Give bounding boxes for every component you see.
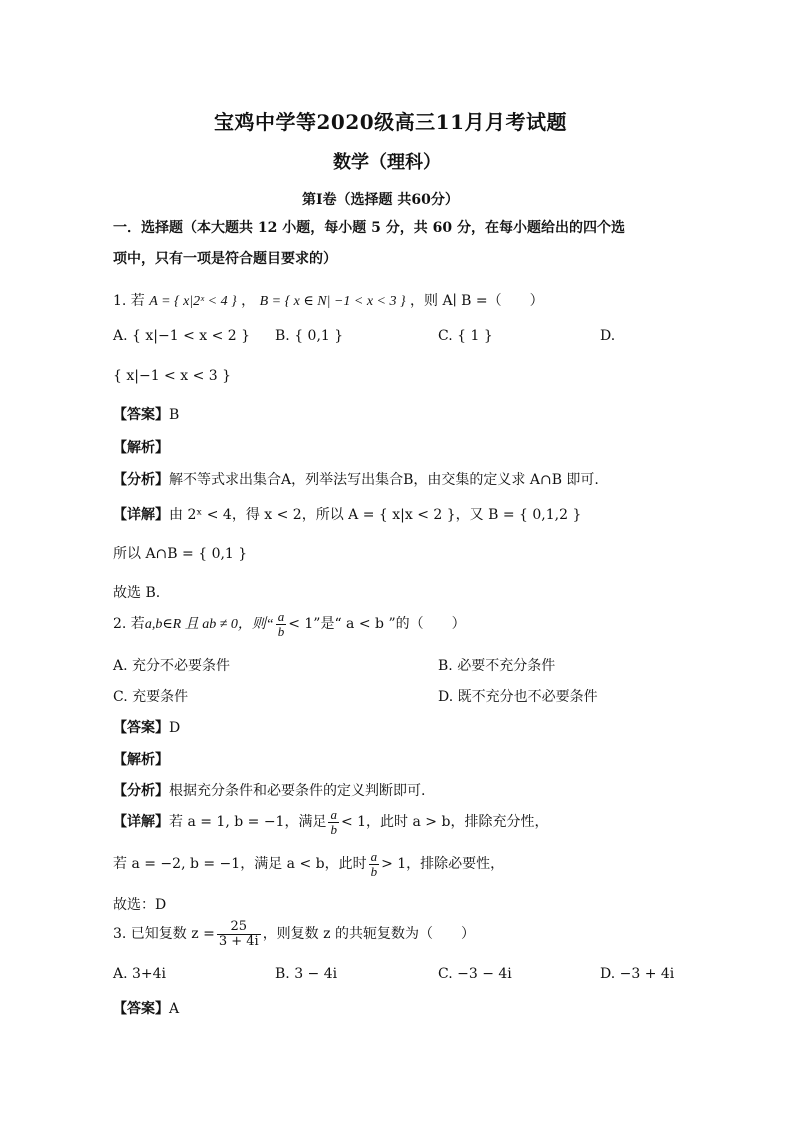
- fenxi-text: 根据充分条件和必要条件的定义判断即可.: [169, 783, 426, 799]
- q1-conclusion: 所以 A∩B = { 0,1 }: [113, 546, 248, 562]
- fenxi-tag: 【分析】: [113, 472, 169, 488]
- fraction-denominator: 3 + 4i: [218, 933, 259, 949]
- question-2-stem: [113, 610, 466, 638]
- fraction-a-over-b: [328, 808, 339, 836]
- question-2-condition: a,b∈R 且 ab ≠ 0，则“: [144, 617, 274, 633]
- question-3-ask: ，则复数 z 的共轭复数为（ ）: [262, 926, 475, 943]
- question-1-ask: ，则 A∣ B =（ ）: [410, 293, 544, 309]
- fenxi-tag: 【分析】: [113, 783, 169, 799]
- q2-option-a: A. 充分不必要条件: [113, 658, 231, 674]
- volume-heading: 第Ⅰ卷（选择题 共60分）: [302, 192, 459, 208]
- fraction-denominator: b: [370, 863, 378, 879]
- answer-value: D: [169, 720, 181, 736]
- section-heading-line1: 一．选择题（本大题共 12 小题，每小题 5 分，共 60 分，在每小题给出的四个选: [113, 220, 625, 236]
- q1-analysis-tag: 【解析】: [113, 440, 169, 456]
- separator: ，: [241, 293, 256, 309]
- question-2-ask: < 1”是“ a < b ”的（ ）: [288, 616, 466, 633]
- detail-text-cont: > 1，排除必要性，: [381, 856, 505, 873]
- fenxi-text: 解不等式求出集合A，列举法写出集合B，由交集的定义求 A∩B 即可.: [169, 472, 599, 488]
- q3-option-d: D. −3 + 4i: [600, 966, 675, 982]
- q2-answer: [113, 717, 180, 737]
- fraction-a-over-b: [276, 610, 287, 638]
- q2-fenxi: [113, 780, 425, 800]
- q1-option-b: B. { 0,1 }: [275, 328, 344, 344]
- question-1-stem: [113, 290, 544, 310]
- detail-text: 若 a = 1, b = −1，满足: [169, 814, 327, 831]
- q2-analysis-tag: 【解析】: [113, 752, 169, 768]
- detail-text-cont: < 1，此时 a > b，排除充分性，: [340, 814, 549, 831]
- q3-answer: [113, 998, 179, 1018]
- q1-option-c: C. { 1 }: [438, 328, 493, 344]
- fraction-numerator: 25: [217, 920, 261, 935]
- detail-tag: 【详解】: [113, 507, 169, 523]
- fraction-numerator: a: [330, 807, 337, 822]
- question-2-number: 2. 若: [113, 616, 145, 633]
- question-1-number: 1. 若: [113, 293, 145, 309]
- answer-tag: 【答案】: [113, 407, 169, 423]
- q3-option-b: B. 3 − 4i: [275, 966, 338, 982]
- answer-tag: 【答案】: [113, 720, 169, 736]
- fraction-denominator: b: [330, 821, 337, 837]
- q2-option-d: D. 既不充分也不必要条件: [438, 689, 598, 705]
- q1-option-d-content: { x|−1 < x < 3 }: [113, 368, 232, 384]
- fraction-25-over-3-plus-4i: [217, 920, 261, 948]
- fraction-numerator: a: [277, 609, 285, 624]
- q2-detail-line1: [113, 808, 548, 836]
- detail-text: 由 2ˣ < 4，得 x < 2，所以 A = { x|x < 2 }，又 B = { 0,1,2 }: [169, 507, 582, 523]
- exam-title: 宝鸡中学等2020级高三11月月考试题: [214, 110, 567, 134]
- fraction-denominator: b: [277, 623, 285, 639]
- fraction-numerator: a: [370, 849, 378, 864]
- fraction-a-over-b: [369, 850, 380, 878]
- answer-tag: 【答案】: [113, 1001, 169, 1017]
- set-a-definition: A = { x|2ˣ < 4 }: [149, 294, 237, 309]
- q1-option-d: D.: [600, 328, 616, 344]
- question-3-number: 3. 已知复数 z =: [113, 926, 215, 943]
- q1-choice: 故选 B.: [113, 585, 161, 601]
- q2-detail-line2: [113, 850, 504, 878]
- q2-option-c: C. 充要条件: [113, 689, 189, 705]
- q3-option-c: C. −3 − 4i: [438, 966, 512, 982]
- answer-value: A: [169, 1001, 180, 1017]
- detail-text: 若 a = −2, b = −1，满足 a < b，此时: [113, 856, 367, 873]
- q1-fenxi: [113, 469, 599, 489]
- question-3-stem: [113, 920, 475, 948]
- q1-option-a: A. { x|−1 < x < 2 }: [113, 328, 251, 344]
- detail-tag: 【详解】: [113, 814, 169, 831]
- exam-subtitle: 数学（理科）: [333, 152, 441, 173]
- answer-value: B: [169, 407, 180, 423]
- q1-answer: [113, 404, 179, 424]
- section-heading-line2: 项中，只有一项是符合题目要求的）: [113, 251, 337, 267]
- set-b-definition: B = { x ∈ N| −1 < x < 3 }: [259, 294, 406, 309]
- q3-option-a: A. 3+4i: [113, 966, 167, 982]
- q2-option-b: B. 必要不充分条件: [438, 658, 556, 674]
- q2-choice: 故选：D: [113, 897, 167, 913]
- q1-detail: [113, 504, 581, 524]
